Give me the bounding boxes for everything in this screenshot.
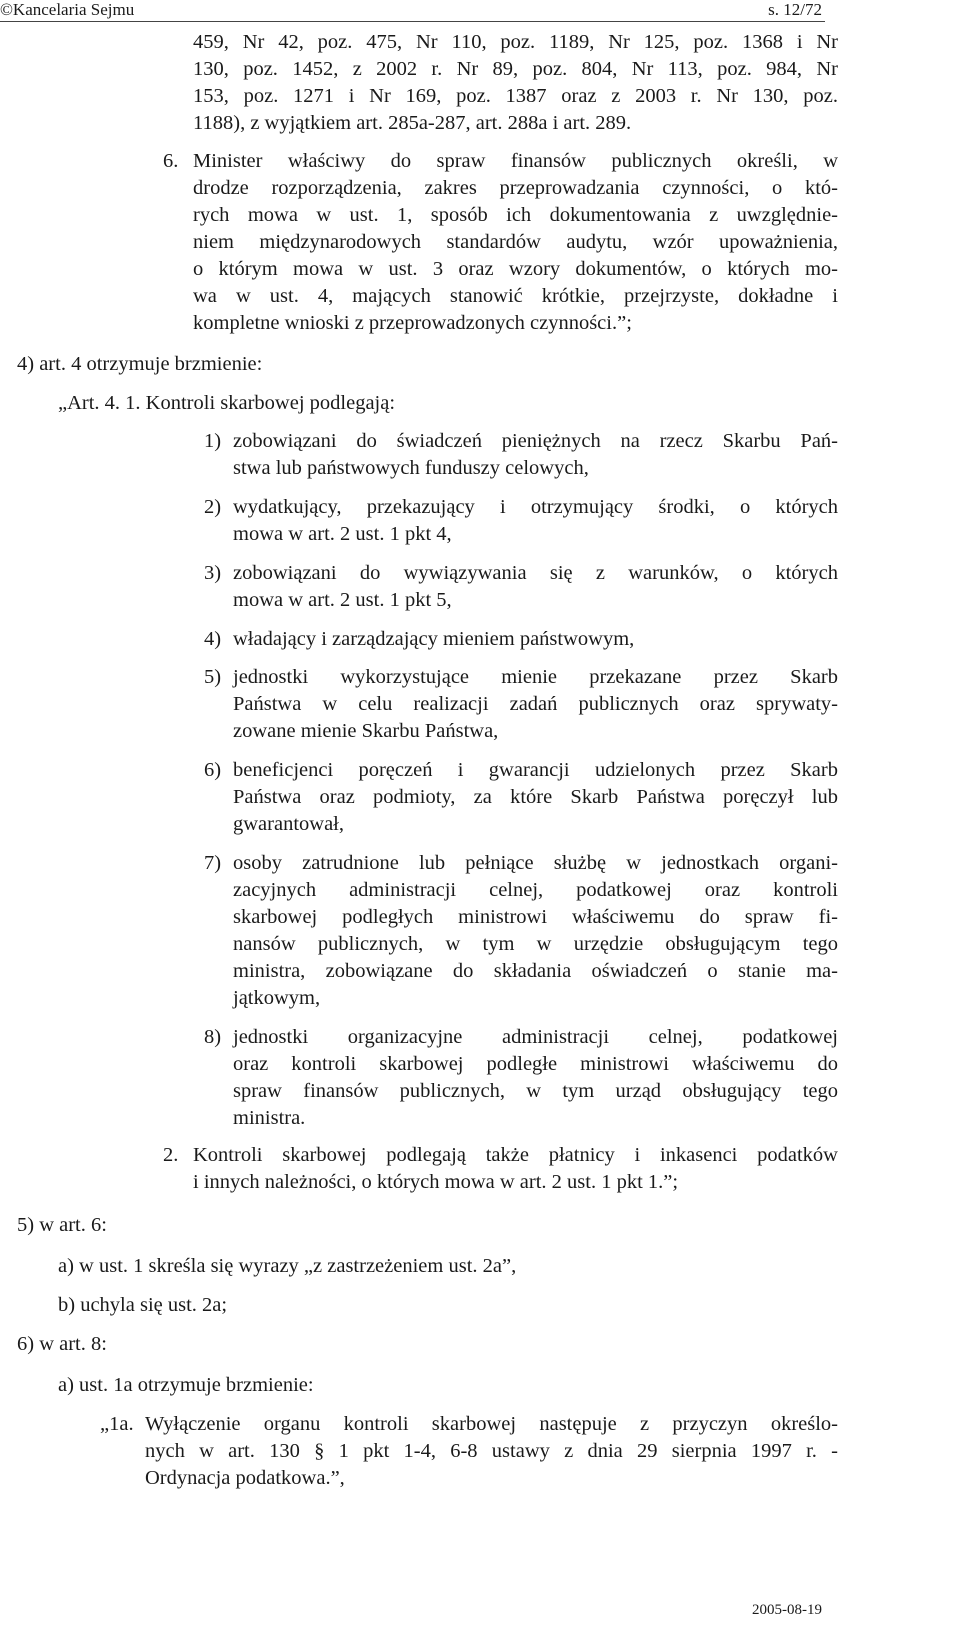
list-item-line: oraz kontroli skarbowej podległe ministrowi właściwemu do xyxy=(233,1053,838,1075)
list-item-line: jednostki wykorzystujące mienie przekazane przez Skarb xyxy=(233,666,838,688)
text-line: 1188), z wyjątkiem art. 285a-287, art. 288a i art. 289. xyxy=(193,112,632,134)
list-item-line: gwarantował, xyxy=(233,813,344,835)
header-source: ©Kancelaria Sejmu xyxy=(0,0,135,19)
item-number: 6. xyxy=(163,150,179,172)
text-line: 459, Nr 42, poz. 475, Nr 110, poz. 1189, Nr 125, poz. 1368 i Nr xyxy=(193,31,838,53)
item-number: 2. xyxy=(163,1144,179,1166)
text-line: 130, poz. 1452, z 2002 r. Nr 89, poz. 804, Nr 113, poz. 984, Nr xyxy=(193,58,838,80)
list-item-line: beneficjenci poręczeń i gwarancji udzielonych przez Skarb xyxy=(233,759,838,781)
list-item-line: skarbowej podległych ministrowi właściwemu do spraw fi- xyxy=(233,906,838,928)
text-line: rych mowa w ust. 1, sposób ich dokumentowania z uwzględnie- xyxy=(193,204,838,226)
text-line: niem międzynarodowych standardów audytu, wzór upoważnienia, xyxy=(193,231,838,253)
text-line: Kontroli skarbowej podlegają także płatnicy i inkasenci podatków xyxy=(193,1144,838,1166)
art4-intro: „Art. 4. 1. Kontroli skarbowej podlegają: xyxy=(58,392,396,414)
list-item-line: zowane mienie Skarbu Państwa, xyxy=(233,720,499,742)
list-item-line: ministra, zobowiązane do składania oświadczeń o stanie ma- xyxy=(233,960,838,982)
list-item-number: 4) xyxy=(204,628,222,650)
list-item-line: mowa w art. 2 ust. 1 pkt 4, xyxy=(233,523,452,545)
list-item-line: nansów publicznych, w tym w urzędzie obsługującym tego xyxy=(233,933,838,955)
text-line: o którym mowa w ust. 3 oraz wzory dokumentów, o których mo- xyxy=(193,258,838,280)
point-6-heading: 6) w art. 8: xyxy=(17,1333,107,1355)
header-page-number: s. 12/72 xyxy=(768,0,822,19)
list-item-number: 3) xyxy=(204,562,222,584)
list-item-number: 8) xyxy=(204,1026,222,1048)
header-divider xyxy=(0,21,825,22)
text-line: wa w ust. 4, mających stanowić krótkie, przejrzyste, dokładne i xyxy=(193,285,838,307)
item-number: „1a. xyxy=(100,1413,134,1435)
list-item-number: 2) xyxy=(204,496,222,518)
text-line: Ordynacja podatkowa.”, xyxy=(145,1467,345,1489)
list-item-number: 6) xyxy=(204,759,222,781)
list-item-line: jednostki organizacyjne administracji celnej, podatkowej xyxy=(233,1026,838,1048)
footer-date: 2005-08-19 xyxy=(752,1602,822,1618)
list-item-line: jątkowym, xyxy=(233,987,321,1009)
list-item-number: 7) xyxy=(204,852,222,874)
text-line: nych w art. 130 § 1 pkt 1-4, 6-8 ustawy z dnia 29 sierpnia 1997 r. - xyxy=(145,1440,838,1462)
list-item-line: władający i zarządzający mieniem państwowym, xyxy=(233,628,635,650)
list-item-line: osoby zatrudnione lub pełniące służbę w jednostkach organi- xyxy=(233,852,838,874)
list-item-line: zacyjnych administracji celnej, podatkowej oraz kontroli xyxy=(233,879,838,901)
list-item-line: ministra. xyxy=(233,1107,306,1129)
point-5b: b) uchyla się ust. 2a; xyxy=(58,1294,228,1316)
point-4-heading: 4) art. 4 otrzymuje brzmienie: xyxy=(17,353,263,375)
list-item-line: wydatkujący, przekazujący i otrzymujący środki, o których xyxy=(233,496,838,518)
list-item-line: stwa lub państwowych funduszy celowych, xyxy=(233,457,589,479)
point-5a: a) w ust. 1 skreśla się wyrazy „z zastrzeżeniem ust. 2a”, xyxy=(58,1255,517,1277)
text-line: drodze rozporządzenia, zakres przeprowadzania czynności, o któ- xyxy=(193,177,838,199)
list-item-line: Państwa w celu realizacji zadań publicznych oraz sprywaty- xyxy=(233,693,838,715)
list-item-line: zobowiązani do świadczeń pieniężnych na rzecz Skarbu Pań- xyxy=(233,430,838,452)
list-item-number: 5) xyxy=(204,666,222,688)
text-line: kompletne wnioski z przeprowadzonych czynności.”; xyxy=(193,312,632,334)
point-5-heading: 5) w art. 6: xyxy=(17,1214,107,1236)
list-item-line: Państwa oraz podmioty, za które Skarb Państwa poręczył lub xyxy=(233,786,838,808)
list-item-line: mowa w art. 2 ust. 1 pkt 5, xyxy=(233,589,452,611)
list-item-line: zobowiązani do wywiązywania się z warunków, o których xyxy=(233,562,838,584)
point-6a: a) ust. 1a otrzymuje brzmienie: xyxy=(58,1374,314,1396)
list-item-number: 1) xyxy=(204,430,222,452)
list-item-line: spraw finansów publicznych, w tym urząd obsługujący tego xyxy=(233,1080,838,1102)
text-line: Wyłączenie organu kontroli skarbowej następuje z przyczyn określo- xyxy=(145,1413,838,1435)
text-line: Minister właściwy do spraw finansów publicznych określi, w xyxy=(193,150,838,172)
text-line: i innych należności, o których mowa w art. 2 ust. 1 pkt 1.”; xyxy=(193,1171,679,1193)
text-line: 153, poz. 1271 i Nr 169, poz. 1387 oraz z 2003 r. Nr 130, poz. xyxy=(193,85,838,107)
